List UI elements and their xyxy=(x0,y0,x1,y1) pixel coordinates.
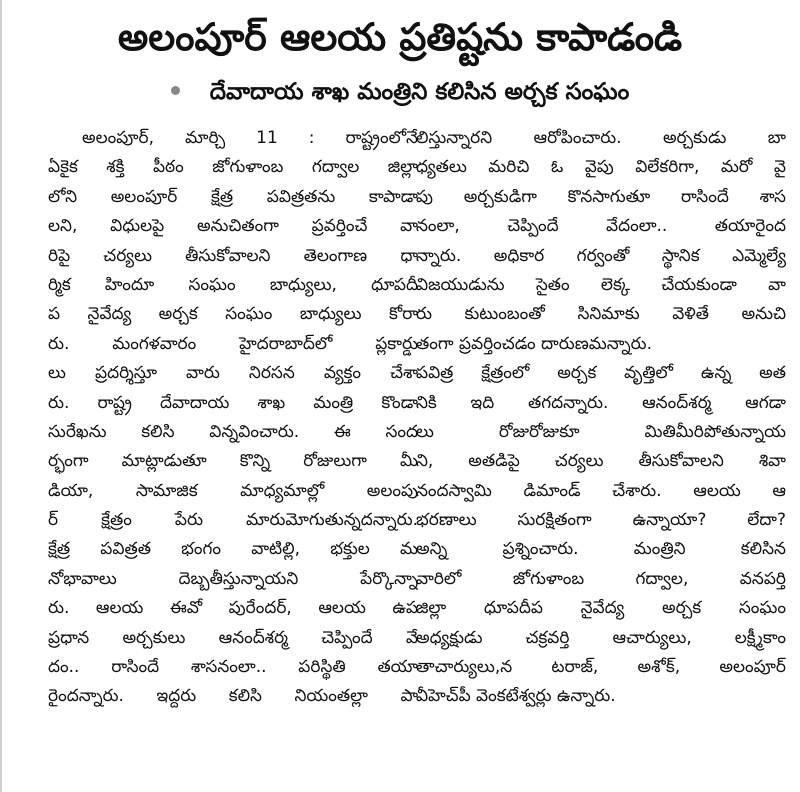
text-line: రిపై చర్యలు తీసుకోవాలని తెలంగాణ ధా xyxy=(48,245,418,266)
text-line: రు. రాష్ట్ర దేవాదాయ శాఖ మంత్రి కొండా xyxy=(48,392,418,413)
text-line: ర్ క్షేత్రం పేరు మారుమోగుతున్నదన్నారు. xyxy=(48,510,418,531)
text-line: ఏకైక శక్తి పీఠం జోగుళాంబ గద్వాల జిల్లా xyxy=(48,157,418,178)
text-line: అన్ని ప్రశ్నించారు. మంత్రిని కలిసిన xyxy=(416,539,786,560)
article-headline: అలంపూర్ ఆలయ ప్రతిష్టను కాపాడండి xyxy=(117,15,683,59)
text-line: వారిలో జోగుళాంబ గద్వాల, వనపర్తి xyxy=(416,568,786,589)
text-line: తాచార్యులు,న టరాజ్, అశోక్, అలంపూర్ xyxy=(416,657,786,678)
text-line: ని, అతడిపై చర్యలు తీసుకోవాలని శివా xyxy=(416,451,786,472)
text-line: రు. మంగళవారం హైదరాబాద్‌లో ప్లకార్డు xyxy=(48,333,418,354)
text-line: డియా, సామాజిక మాధ్యమాల్లో అలంపు xyxy=(48,480,418,501)
text-line: లని, విధులపై అనుచితంగా ప్రవర్తించే వా xyxy=(48,216,418,237)
text-line: వీహెచ్‌పీ వెంకటేశ్వర్లు ఉన్నారు. xyxy=(416,686,616,707)
text-line: లు రోజురోజుకూ మితిమీరిపోతున్నాయ xyxy=(416,421,786,442)
text-line: లిస్తున్నారని ఆరోపించారు. అర్చకుడు బా xyxy=(416,128,786,148)
article-subheadline: దేవాదాయ శాఖ మంత్రిని కలిసిన అర్చక సంఘం xyxy=(209,79,630,105)
article-column-left xyxy=(48,124,418,712)
text-line: రు కుటుంబంతో సినిమాకు వెళితే అనుచి xyxy=(416,304,786,325)
text-line: రు. ఆలయ ఈవో పురేందర్, ఆలయ ఉప xyxy=(48,598,418,619)
text-line: నికి ఇది తగదన్నారు. ఆనంద్‌శర్మ ఆగడా xyxy=(416,392,786,413)
bullet-icon xyxy=(171,86,180,95)
text-line: పవిత్ర క్షేత్రంలో అర్చక వృత్తిలో ఉన్న అత xyxy=(416,363,786,384)
page-edge xyxy=(0,0,2,792)
text-line: అలంపూర్, మార్చి 11 : రాష్ట్రంలోనే xyxy=(82,128,418,148)
text-line: నోభావాలు దెబ్బతీస్తున్నాయని పేర్కొన్నా xyxy=(48,568,418,589)
text-line: న్నారు. అధికార గర్వంతో స్థానిక ఎమ్మెల్యే xyxy=(416,245,786,266)
text-line: సురేఖను కలిసి విన్నవించారు. ఈ సంద xyxy=(48,421,418,442)
article-column-right xyxy=(416,124,786,712)
text-line: నందస్వామి డిమాండ్ చేశారు. ఆలయ ఆ xyxy=(416,480,786,501)
text-line: ర్భంగా మాట్లాడుతూ కొన్ని రోజులుగా మీ xyxy=(48,451,418,472)
text-line: భరణాలు సురక్షితంగా ఉన్నాయా? లేదా? xyxy=(416,510,786,531)
text-line: లు ప్రదర్శిస్తూ వారు నిరసన వ్యక్తం చేశా xyxy=(48,363,418,384)
text-line: రైందన్నారు. ఇద్దరు కలిసి నియంతల్లా పా xyxy=(48,686,418,707)
text-line: ర్మిక హిందూ సంఘం బాధ్యులు, ధూపదీ xyxy=(48,274,418,295)
text-line: లోని అలంపూర్ క్షేత్ర పవిత్రతను కాపాడా xyxy=(48,186,418,207)
text-line: ప నైవేద్య అర్చక సంఘం బాధ్యులు కోరా xyxy=(48,304,418,325)
text-line: దం.. రాసిందే శాసనంలా.. పరిస్థితి తయా xyxy=(48,657,418,678)
text-line: జిల్లా ధూపదీప నైవేద్య అర్చక సంఘం xyxy=(416,598,786,619)
text-line: ప్రధాన అర్చకులు ఆనంద్‌శర్మ చెప్పిందే వే xyxy=(48,627,418,648)
text-line: క్షేత్ర పవిత్రత భంగం వాటిల్లి, భక్తుల మ xyxy=(48,539,418,560)
text-line: విజయుడును సైతం లెక్క చేయకుండా వా xyxy=(416,274,786,295)
text-line: తంగా ప్రవర్తించడం దారుణమన్నారు. xyxy=(416,333,652,354)
text-line: ధ్యతలు మరిచి ఓ వైపు విలేకరిగా, మరో వై xyxy=(416,157,786,178)
text-line: నంలా, చెప్పిందే వేదంలా.. తయారైంద xyxy=(416,216,786,237)
article-subheadline-row xyxy=(0,72,800,112)
text-line: పు అర్చకుడిగా కొనసాగుతూ రాసిందే శాస xyxy=(416,186,786,207)
text-line: అధ్యక్షుడు చక్రవర్తి ఆచార్యులు, లక్ష్మీకాం xyxy=(416,627,786,648)
